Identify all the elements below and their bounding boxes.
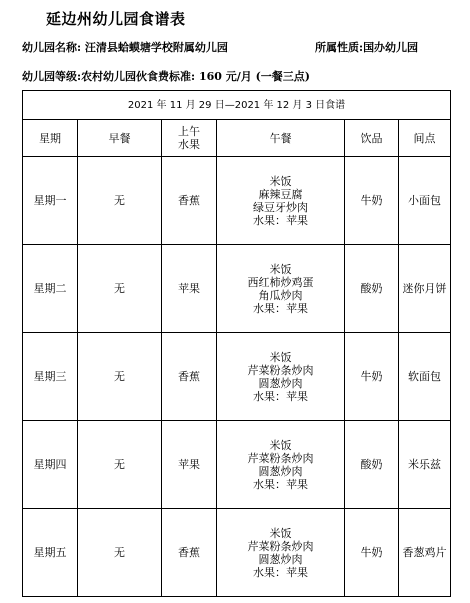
lunch-item: 西红柿炒鸡蛋 xyxy=(247,275,314,289)
breakfast-cell: 无 xyxy=(78,245,162,333)
lunch-item: 圆葱炒肉 xyxy=(258,464,303,478)
menu-table xyxy=(22,90,451,597)
kindergarten-name-value: 汪清县蛤蟆塘学校附属幼儿园 xyxy=(84,41,228,54)
lunch-item: 水果：苹果 xyxy=(253,477,308,491)
day-cell: 星期二 xyxy=(23,245,78,333)
lunch-item: 芹菜粉条炒肉 xyxy=(247,451,314,465)
day-cell: 星期四 xyxy=(23,421,78,509)
date-range: 2021 年 11 月 29 日—2021 年 12 月 3 日食谱 xyxy=(23,91,451,120)
lunch-cell xyxy=(217,509,345,597)
fruit-cell: 香蕉 xyxy=(162,157,217,245)
ownership-value: 国办幼儿园 xyxy=(363,41,419,54)
breakfast-cell: 无 xyxy=(78,333,162,421)
day-cell: 星期五 xyxy=(23,509,78,597)
header-snack: 间点 xyxy=(399,120,451,157)
header-morning-fruit-line2: 水果 xyxy=(178,138,200,151)
breakfast-cell: 无 xyxy=(78,421,162,509)
lunch-item: 水果：苹果 xyxy=(253,301,308,315)
kindergarten-name-line xyxy=(22,39,228,55)
header-drink: 饮品 xyxy=(345,120,399,157)
fruit-cell: 香蕉 xyxy=(162,509,217,597)
lunch-item: 麻辣豆腐 xyxy=(258,187,303,201)
breakfast-cell: 无 xyxy=(78,509,162,597)
lunch-cell xyxy=(217,245,345,333)
lunch-item: 水果：苹果 xyxy=(253,565,308,579)
drink-cell: 牛奶 xyxy=(345,157,399,245)
table-row xyxy=(23,245,451,333)
date-row xyxy=(23,91,451,120)
lunch-item: 米饭 xyxy=(269,438,292,452)
fruit-cell: 苹果 xyxy=(162,245,217,333)
page-title: 延边州幼儿园食谱表 xyxy=(46,10,186,28)
lunch-item: 圆葱炒肉 xyxy=(258,376,303,390)
header-lunch: 午餐 xyxy=(217,120,345,157)
lunch-item: 米饭 xyxy=(269,350,292,364)
lunch-item: 圆葱炒肉 xyxy=(258,552,303,566)
snack-cell: 小面包 xyxy=(399,157,451,245)
drink-cell: 牛奶 xyxy=(345,333,399,421)
lunch-cell xyxy=(217,421,345,509)
grade-line xyxy=(22,68,310,84)
day-cell: 星期三 xyxy=(23,333,78,421)
drink-cell: 酸奶 xyxy=(345,421,399,509)
table-row xyxy=(23,157,451,245)
header-morning-fruit-line1: 上午 xyxy=(178,125,200,138)
lunch-item: 米饭 xyxy=(269,174,292,188)
table-row xyxy=(23,509,451,597)
snack-cell: 迷你月饼 xyxy=(399,245,451,333)
lunch-item: 芹菜粉条炒肉 xyxy=(247,363,314,377)
snack-cell: 软面包 xyxy=(399,333,451,421)
fruit-cell: 苹果 xyxy=(162,421,217,509)
fee-value: 160 元/月 (一餐三点) xyxy=(198,70,311,83)
snack-cell: 米乐兹 xyxy=(399,421,451,509)
header-breakfast: 早餐 xyxy=(78,120,162,157)
grade-label: 幼儿园等级: xyxy=(22,70,82,83)
fruit-cell: 香蕉 xyxy=(162,333,217,421)
lunch-item: 米饭 xyxy=(269,262,292,276)
day-cell: 星期一 xyxy=(23,157,78,245)
lunch-cell xyxy=(217,157,345,245)
drink-cell: 酸奶 xyxy=(345,245,399,333)
lunch-item: 水果：苹果 xyxy=(253,213,308,227)
lunch-item: 角瓜炒肉 xyxy=(258,288,303,302)
lunch-cell xyxy=(217,333,345,421)
lunch-item: 米饭 xyxy=(269,526,292,540)
header-morning-fruit xyxy=(162,120,217,157)
snack-cell: 香葱鸡片 xyxy=(399,509,451,597)
lunch-item: 水果：苹果 xyxy=(253,389,308,403)
breakfast-cell: 无 xyxy=(78,157,162,245)
ownership-label: 所属性质: xyxy=(315,41,364,54)
lunch-item: 芹菜粉条炒肉 xyxy=(247,539,314,553)
header-day: 星期 xyxy=(23,120,78,157)
drink-cell: 牛奶 xyxy=(345,509,399,597)
ownership-line xyxy=(315,39,418,55)
table-row xyxy=(23,333,451,421)
kindergarten-name-label: 幼儿园名称: xyxy=(22,41,82,54)
header-row xyxy=(23,120,451,157)
lunch-item: 绿豆牙炒肉 xyxy=(253,200,308,214)
table-row xyxy=(23,421,451,509)
grade-value: 农村幼儿园伙食费标准: xyxy=(81,70,196,83)
